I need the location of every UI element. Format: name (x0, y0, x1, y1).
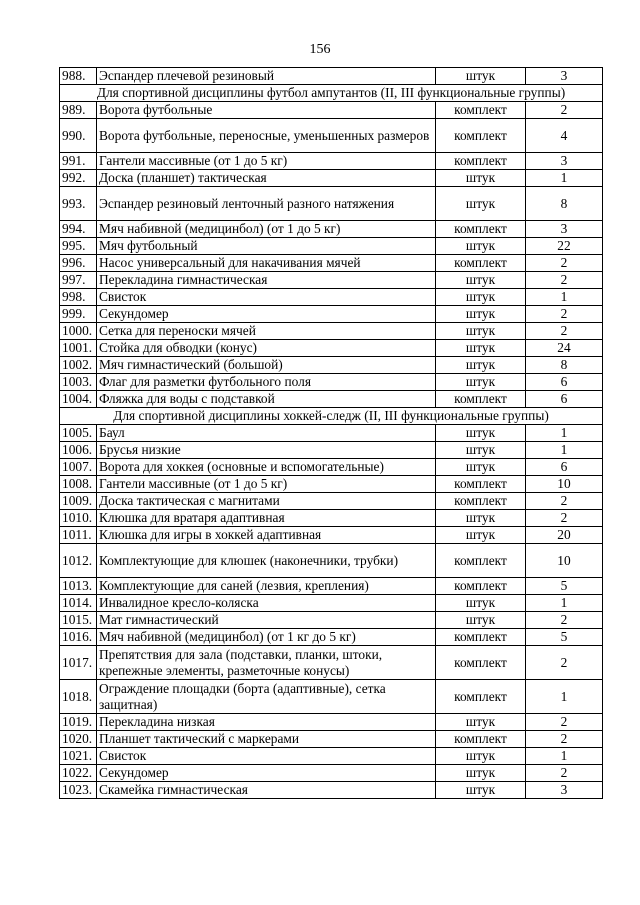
item-quantity: 22 (526, 238, 603, 255)
table-row (60, 340, 603, 357)
table-row (60, 731, 603, 748)
table-row (60, 170, 603, 187)
item-unit: комплект (436, 153, 526, 170)
item-number: 1001. (60, 340, 97, 357)
item-number: 1012. (60, 544, 97, 578)
item-name: Эспандер резиновый ленточный разного натяжения (97, 187, 436, 221)
item-quantity: 8 (526, 357, 603, 374)
table-row (60, 238, 603, 255)
table-row (60, 442, 603, 459)
item-unit: штук (436, 289, 526, 306)
item-number: 1011. (60, 527, 97, 544)
table-row (60, 476, 603, 493)
item-quantity: 2 (526, 612, 603, 629)
item-quantity: 5 (526, 578, 603, 595)
item-name: Комплектующие для клюшек (наконечники, трубки) (97, 544, 436, 578)
item-name: Эспандер плечевой резиновый (97, 68, 436, 85)
item-unit: комплект (436, 476, 526, 493)
item-number: 998. (60, 289, 97, 306)
table-row (60, 595, 603, 612)
item-number: 996. (60, 255, 97, 272)
item-quantity: 2 (526, 323, 603, 340)
item-quantity: 5 (526, 629, 603, 646)
table-row (60, 391, 603, 408)
item-unit: комплект (436, 680, 526, 714)
item-unit: комплект (436, 391, 526, 408)
table-row (60, 527, 603, 544)
table-row (60, 578, 603, 595)
table-row (60, 187, 603, 221)
table-row (60, 374, 603, 391)
item-number: 1000. (60, 323, 97, 340)
item-name: Сетка для переноски мячей (97, 323, 436, 340)
table-row (60, 357, 603, 374)
table-row (60, 289, 603, 306)
item-name: Комплектующие для саней (лезвия, крепления) (97, 578, 436, 595)
section-header-row (60, 408, 603, 425)
item-unit: штук (436, 714, 526, 731)
item-quantity: 1 (526, 170, 603, 187)
item-unit: комплект (436, 629, 526, 646)
item-number: 1015. (60, 612, 97, 629)
item-number: 1014. (60, 595, 97, 612)
item-quantity: 2 (526, 255, 603, 272)
table-row (60, 629, 603, 646)
item-number: 1008. (60, 476, 97, 493)
item-name: Ограждение площадки (борта (адаптивные), сетка защитная) (97, 680, 436, 714)
item-unit: комплект (436, 646, 526, 680)
item-unit: штук (436, 527, 526, 544)
item-number: 989. (60, 102, 97, 119)
table-row (60, 306, 603, 323)
item-name: Планшет тактический с маркерами (97, 731, 436, 748)
item-number: 994. (60, 221, 97, 238)
item-quantity: 2 (526, 510, 603, 527)
page-number: 156 (309, 42, 331, 57)
table-row (60, 748, 603, 765)
item-name: Секундомер (97, 306, 436, 323)
item-name: Клюшка для игры в хоккей адаптивная (97, 527, 436, 544)
section-title: Для спортивной дисциплины хоккей-следж (II, III функциональные группы) (60, 408, 603, 425)
item-name: Свисток (97, 289, 436, 306)
item-number: 1013. (60, 578, 97, 595)
item-quantity: 2 (526, 714, 603, 731)
item-number: 1021. (60, 748, 97, 765)
item-number: 1010. (60, 510, 97, 527)
section-title: Для спортивной дисциплины футбол ампутантов (II, III функциональные группы) (60, 85, 603, 102)
table-row (60, 255, 603, 272)
item-number: 1005. (60, 425, 97, 442)
item-number: 1007. (60, 459, 97, 476)
item-number: 990. (60, 119, 97, 153)
table-row (60, 680, 603, 714)
item-number: 1020. (60, 731, 97, 748)
item-unit: штук (436, 425, 526, 442)
table-row (60, 425, 603, 442)
item-quantity: 2 (526, 765, 603, 782)
item-name: Ворота футбольные (97, 102, 436, 119)
item-unit: штук (436, 442, 526, 459)
item-unit: штук (436, 170, 526, 187)
item-quantity: 3 (526, 153, 603, 170)
item-quantity: 3 (526, 782, 603, 799)
table-row (60, 782, 603, 799)
item-name: Мат гимнастический (97, 612, 436, 629)
item-number: 995. (60, 238, 97, 255)
item-name: Брусья низкие (97, 442, 436, 459)
item-quantity: 8 (526, 187, 603, 221)
table-row (60, 765, 603, 782)
item-unit: комплект (436, 493, 526, 510)
item-quantity: 1 (526, 748, 603, 765)
item-number: 1017. (60, 646, 97, 680)
item-number: 993. (60, 187, 97, 221)
item-name: Насос универсальный для накачивания мячей (97, 255, 436, 272)
item-quantity: 6 (526, 459, 603, 476)
item-name: Ворота для хоккея (основные и вспомогательные) (97, 459, 436, 476)
item-quantity: 1 (526, 425, 603, 442)
item-name: Препятствия для зала (подставки, планки, штоки, крепежные элементы, разметочные конусы) (97, 646, 436, 680)
item-name: Секундомер (97, 765, 436, 782)
item-unit: штук (436, 238, 526, 255)
table-row (60, 272, 603, 289)
item-unit: штук (436, 340, 526, 357)
item-quantity: 2 (526, 731, 603, 748)
item-quantity: 10 (526, 544, 603, 578)
item-number: 988. (60, 68, 97, 85)
item-unit: комплект (436, 731, 526, 748)
item-quantity: 1 (526, 442, 603, 459)
item-unit: штук (436, 357, 526, 374)
item-number: 1023. (60, 782, 97, 799)
item-name: Доска (планшет) тактическая (97, 170, 436, 187)
item-unit: штук (436, 782, 526, 799)
table-row (60, 459, 603, 476)
item-quantity: 4 (526, 119, 603, 153)
item-name: Доска тактическая с магнитами (97, 493, 436, 510)
item-unit: штук (436, 374, 526, 391)
item-name: Флаг для разметки футбольного поля (97, 374, 436, 391)
section-header-row (60, 85, 603, 102)
item-unit: комплект (436, 102, 526, 119)
item-quantity: 2 (526, 493, 603, 510)
item-name: Инвалидное кресло-коляска (97, 595, 436, 612)
item-number: 1018. (60, 680, 97, 714)
item-quantity: 20 (526, 527, 603, 544)
item-number: 1002. (60, 357, 97, 374)
table-row (60, 153, 603, 170)
item-unit: комплект (436, 221, 526, 238)
item-quantity: 1 (526, 680, 603, 714)
item-name: Мяч набивной (медицинбол) (от 1 до 5 кг) (97, 221, 436, 238)
table-row (60, 493, 603, 510)
item-number: 1022. (60, 765, 97, 782)
item-name: Ворота футбольные, переносные, уменьшенных размеров (97, 119, 436, 153)
table-row (60, 510, 603, 527)
item-unit: штук (436, 748, 526, 765)
table-row (60, 612, 603, 629)
item-quantity: 24 (526, 340, 603, 357)
table-row (60, 323, 603, 340)
item-name: Баул (97, 425, 436, 442)
item-unit: штук (436, 459, 526, 476)
item-number: 991. (60, 153, 97, 170)
table-row (60, 544, 603, 578)
item-unit: штук (436, 765, 526, 782)
item-name: Мяч футбольный (97, 238, 436, 255)
item-number: 992. (60, 170, 97, 187)
item-name: Свисток (97, 748, 436, 765)
table-row (60, 102, 603, 119)
item-unit: штук (436, 68, 526, 85)
item-name: Перекладина гимнастическая (97, 272, 436, 289)
item-number: 1004. (60, 391, 97, 408)
item-unit: комплект (436, 119, 526, 153)
item-number: 1009. (60, 493, 97, 510)
item-quantity: 1 (526, 595, 603, 612)
item-unit: штук (436, 306, 526, 323)
item-name: Гантели массивные (от 1 до 5 кг) (97, 476, 436, 493)
item-number: 999. (60, 306, 97, 323)
item-unit: комплект (436, 544, 526, 578)
item-number: 1006. (60, 442, 97, 459)
item-unit: штук (436, 612, 526, 629)
item-name: Фляжка для воды с подставкой (97, 391, 436, 408)
item-name: Стойка для обводки (конус) (97, 340, 436, 357)
equipment-table (59, 67, 603, 799)
item-name: Гантели массивные (от 1 до 5 кг) (97, 153, 436, 170)
item-number: 1016. (60, 629, 97, 646)
item-quantity: 2 (526, 646, 603, 680)
item-unit: штук (436, 272, 526, 289)
item-quantity: 10 (526, 476, 603, 493)
item-number: 1003. (60, 374, 97, 391)
table-body (60, 68, 603, 799)
item-unit: штук (436, 187, 526, 221)
table-row (60, 119, 603, 153)
item-name: Мяч гимнастический (большой) (97, 357, 436, 374)
item-quantity: 3 (526, 221, 603, 238)
item-quantity: 1 (526, 289, 603, 306)
item-quantity: 3 (526, 68, 603, 85)
table-row (60, 714, 603, 731)
item-name: Клюшка для вратаря адаптивная (97, 510, 436, 527)
item-unit: штук (436, 323, 526, 340)
item-quantity: 2 (526, 272, 603, 289)
item-number: 997. (60, 272, 97, 289)
item-unit: штук (436, 510, 526, 527)
table-row (60, 68, 603, 85)
table-row (60, 221, 603, 238)
item-name: Скамейка гимнастическая (97, 782, 436, 799)
item-unit: штук (436, 595, 526, 612)
item-quantity: 6 (526, 374, 603, 391)
item-quantity: 2 (526, 102, 603, 119)
item-quantity: 2 (526, 306, 603, 323)
item-unit: комплект (436, 578, 526, 595)
item-name: Мяч набивной (медицинбол) (от 1 кг до 5 кг) (97, 629, 436, 646)
item-quantity: 6 (526, 391, 603, 408)
item-number: 1019. (60, 714, 97, 731)
item-name: Перекладина низкая (97, 714, 436, 731)
table-row (60, 646, 603, 680)
item-unit: комплект (436, 255, 526, 272)
